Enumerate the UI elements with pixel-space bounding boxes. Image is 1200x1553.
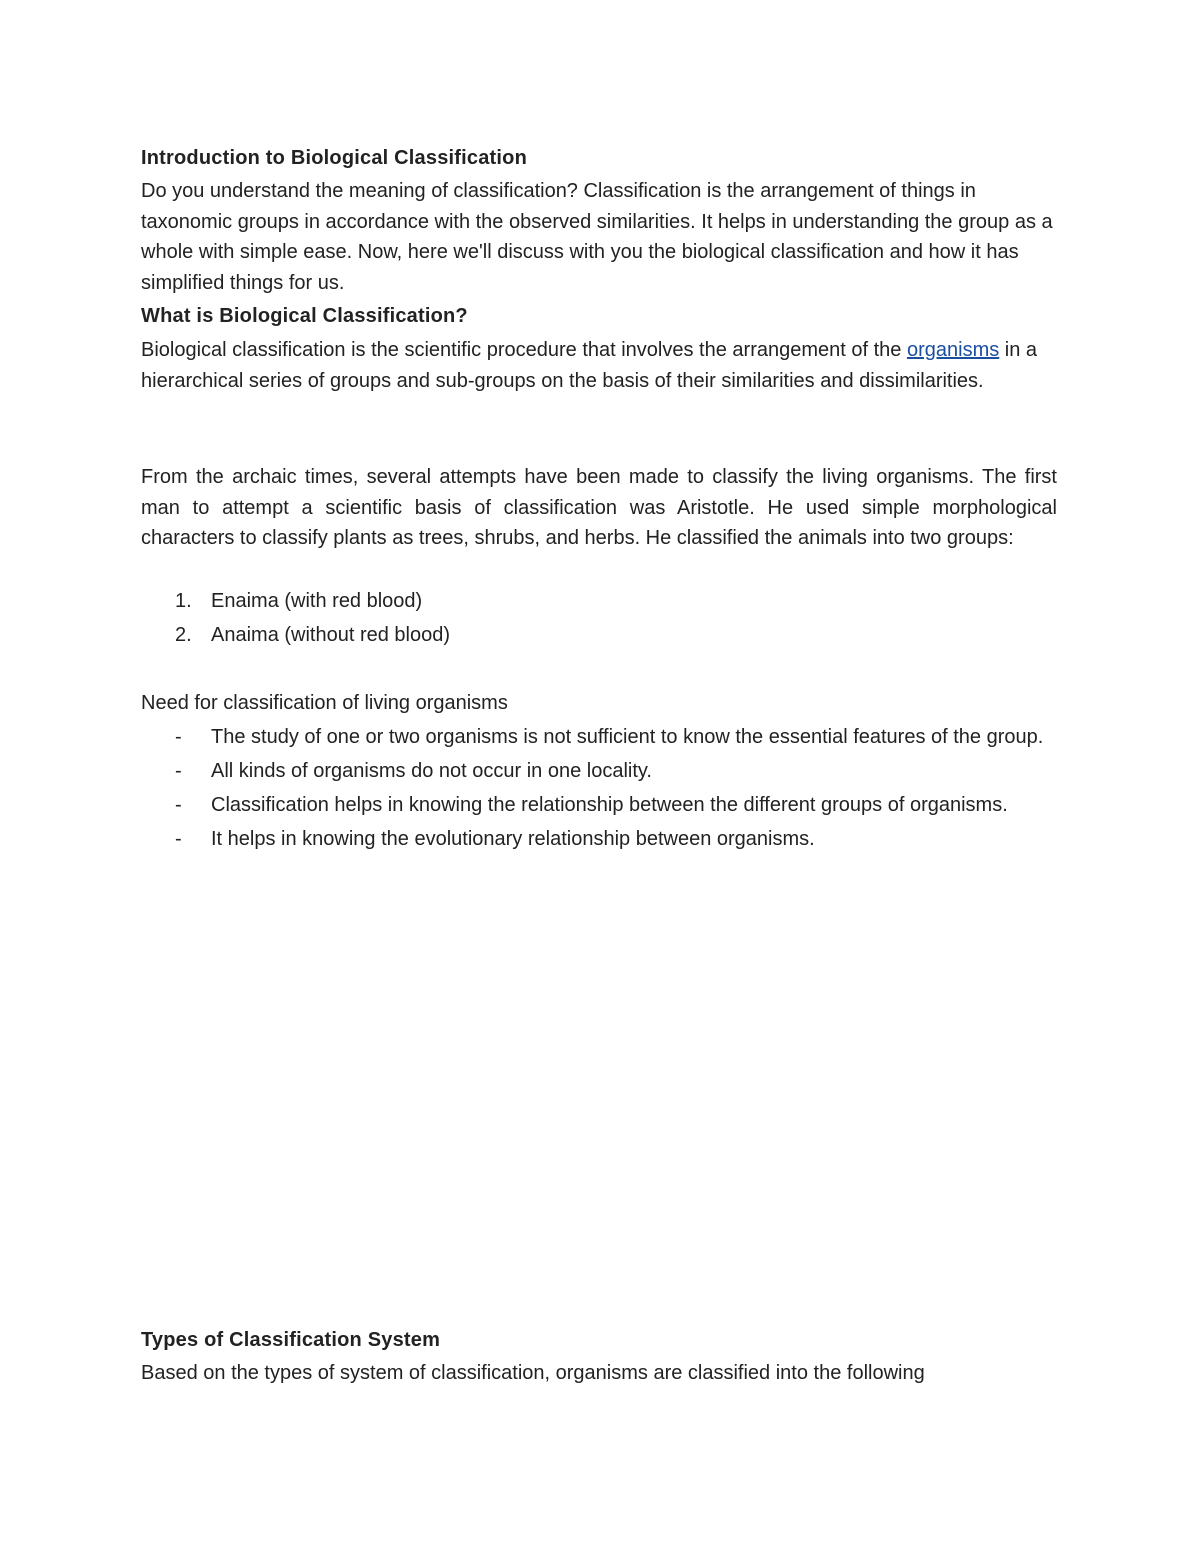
list-item-text: All kinds of organisms do not occur in one locality. bbox=[211, 760, 652, 782]
list-item-text: Enaima (with red blood) bbox=[211, 590, 423, 612]
list-item-text: Classification helps in knowing the relationship between the different groups of organisms. bbox=[211, 794, 1008, 816]
list-number: 1. bbox=[175, 590, 192, 612]
types-paragraph: Based on the types of system of classification, organisms are classified into the following bbox=[141, 1362, 925, 1384]
need-heading: Need for classification of living organisms bbox=[141, 692, 508, 714]
organisms-link[interactable]: organisms bbox=[906, 339, 1000, 361]
list-item bbox=[141, 586, 1057, 617]
need-list bbox=[141, 722, 1057, 858]
what-is-text-before-link: Biological classification is the scientific procedure that involves the arrangement of the bbox=[141, 339, 907, 361]
dash-bullet: - bbox=[175, 726, 182, 748]
list-item bbox=[141, 756, 1057, 787]
list-item bbox=[141, 722, 1057, 753]
dash-bullet: - bbox=[175, 828, 182, 850]
what-is-paragraph bbox=[141, 335, 1057, 396]
intro-paragraph: Do you understand the meaning of classification? Classification is the arrangement of things in taxonomic groups in accordance with the observed similarities. It helps in understanding the group as a whole with simple ease. Now, here we'll discuss with you the biological classification and how it has simplified things for us. bbox=[141, 180, 1053, 294]
intro-heading: Introduction to Biological Classification bbox=[141, 147, 527, 169]
history-paragraph: From the archaic times, several attempts have been made to classify the living organisms. The first man to attempt a scientific basis of classification was Aristotle. He used simple morphological characters to classify plants as trees, shrubs, and herbs. He classified the animals into two groups: bbox=[141, 466, 1057, 549]
what-is-text-after-link: in a hierarchical series of groups and sub-groups on the basis of their similarities and dissimilarities. bbox=[141, 339, 1038, 392]
dash-bullet: - bbox=[175, 760, 182, 782]
what-is-heading: What is Biological Classification? bbox=[141, 305, 468, 327]
types-heading: Types of Classification System bbox=[141, 1329, 441, 1351]
list-item bbox=[141, 790, 1057, 821]
list-item-text: Anaima (without red blood) bbox=[211, 624, 451, 646]
list-item bbox=[141, 620, 1057, 651]
list-item bbox=[141, 824, 1057, 855]
dash-bullet: - bbox=[175, 794, 182, 816]
list-item-text: It helps in knowing the evolutionary relationship between organisms. bbox=[211, 828, 815, 850]
list-number: 2. bbox=[175, 624, 192, 646]
list-item-text: The study of one or two organisms is not sufficient to know the essential features of the group. bbox=[211, 726, 1044, 748]
animal-groups-list bbox=[141, 586, 1057, 654]
